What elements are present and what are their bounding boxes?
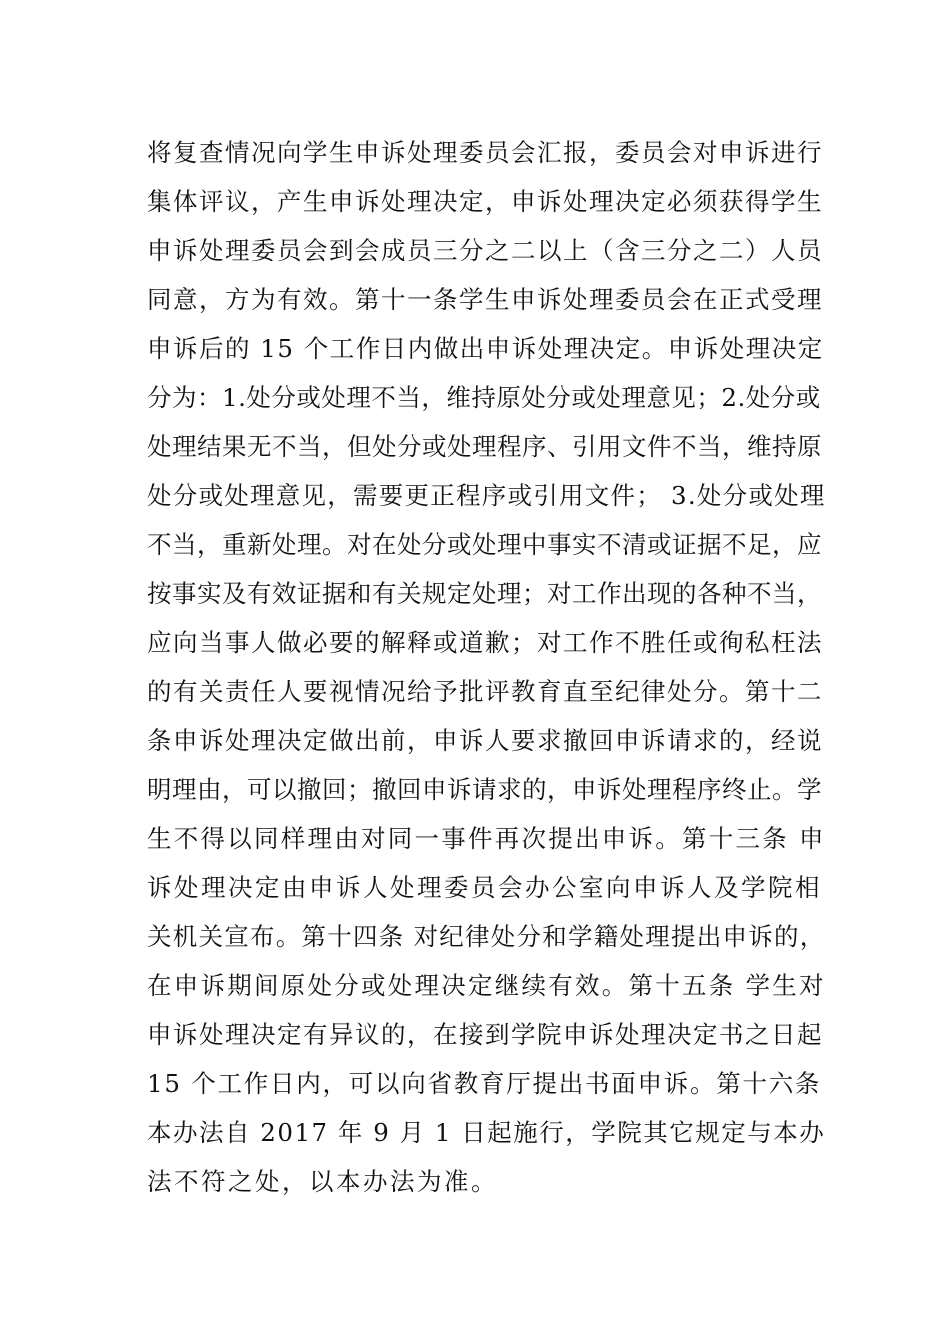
text-line: 本办法自 2017 年 9 月 1 日起施行，学院其它规定与本办 bbox=[147, 1118, 826, 1147]
text-line: 申诉后的 15 个工作日内做出申诉处理决定。申诉处理决定 bbox=[147, 334, 824, 363]
text-line: 法不符之处，以本办法为准。 bbox=[147, 1167, 498, 1196]
text-line: 将复查情况向学生申诉处理委员会汇报，委员会对申诉进行 bbox=[147, 138, 823, 167]
text-line: 的有关责任人要视情况给予批评教育直至纪律处分。第十二 bbox=[147, 677, 823, 706]
text-line: 关机关宣布。第十四条 对纪律处分和学籍处理提出申诉的， bbox=[147, 922, 826, 951]
text-line: 15 个工作日内，可以向省教育厅提出书面申诉。第十六条 bbox=[147, 1069, 822, 1098]
text-line: 同意，方为有效。第十一条学生申诉处理委员会在正式受理 bbox=[147, 285, 823, 314]
document-body bbox=[147, 128, 827, 1206]
text-line: 处分或处理意见，需要更正程序或引用文件； 3.处分或处理 bbox=[147, 481, 826, 510]
text-line: 生不得以同样理由对同一事件再次提出申诉。第十三条 申 bbox=[147, 824, 826, 853]
text-line: 应向当事人做必要的解释或道歉；对工作不胜任或徇私枉法 bbox=[147, 628, 823, 657]
text-line: 集体评议，产生申诉处理决定，申诉处理决定必须获得学生 bbox=[147, 187, 823, 216]
text-line: 处理结果无不当，但处分或处理程序、引用文件不当，维持原 bbox=[147, 432, 822, 461]
text-line: 分为：1.处分或处理不当，维持原处分或处理意见；2.处分或 bbox=[147, 383, 821, 412]
text-line: 在申诉期间原处分或处理决定继续有效。第十五条 学生对 bbox=[147, 971, 826, 1000]
text-line: 诉处理决定由申诉人处理委员会办公室向申诉人及学院相 bbox=[147, 873, 822, 902]
text-line: 申诉处理委员会到会成员三分之二以上（含三分之二）人员 bbox=[147, 236, 823, 265]
text-line: 按事实及有效证据和有关规定处理；对工作出现的各种不当， bbox=[147, 579, 822, 608]
text-line: 申诉处理决定有异议的，在接到学院申诉处理决定书之日起 bbox=[147, 1020, 823, 1049]
text-line: 条申诉处理决定做出前，申诉人要求撤回申诉请求的，经说 bbox=[147, 726, 823, 755]
text-line: 明理由，可以撤回；撤回申诉请求的，申诉处理程序终止。学 bbox=[147, 775, 822, 804]
text-line: 不当，重新处理。对在处分或处理中事实不清或证据不足，应 bbox=[147, 530, 822, 559]
